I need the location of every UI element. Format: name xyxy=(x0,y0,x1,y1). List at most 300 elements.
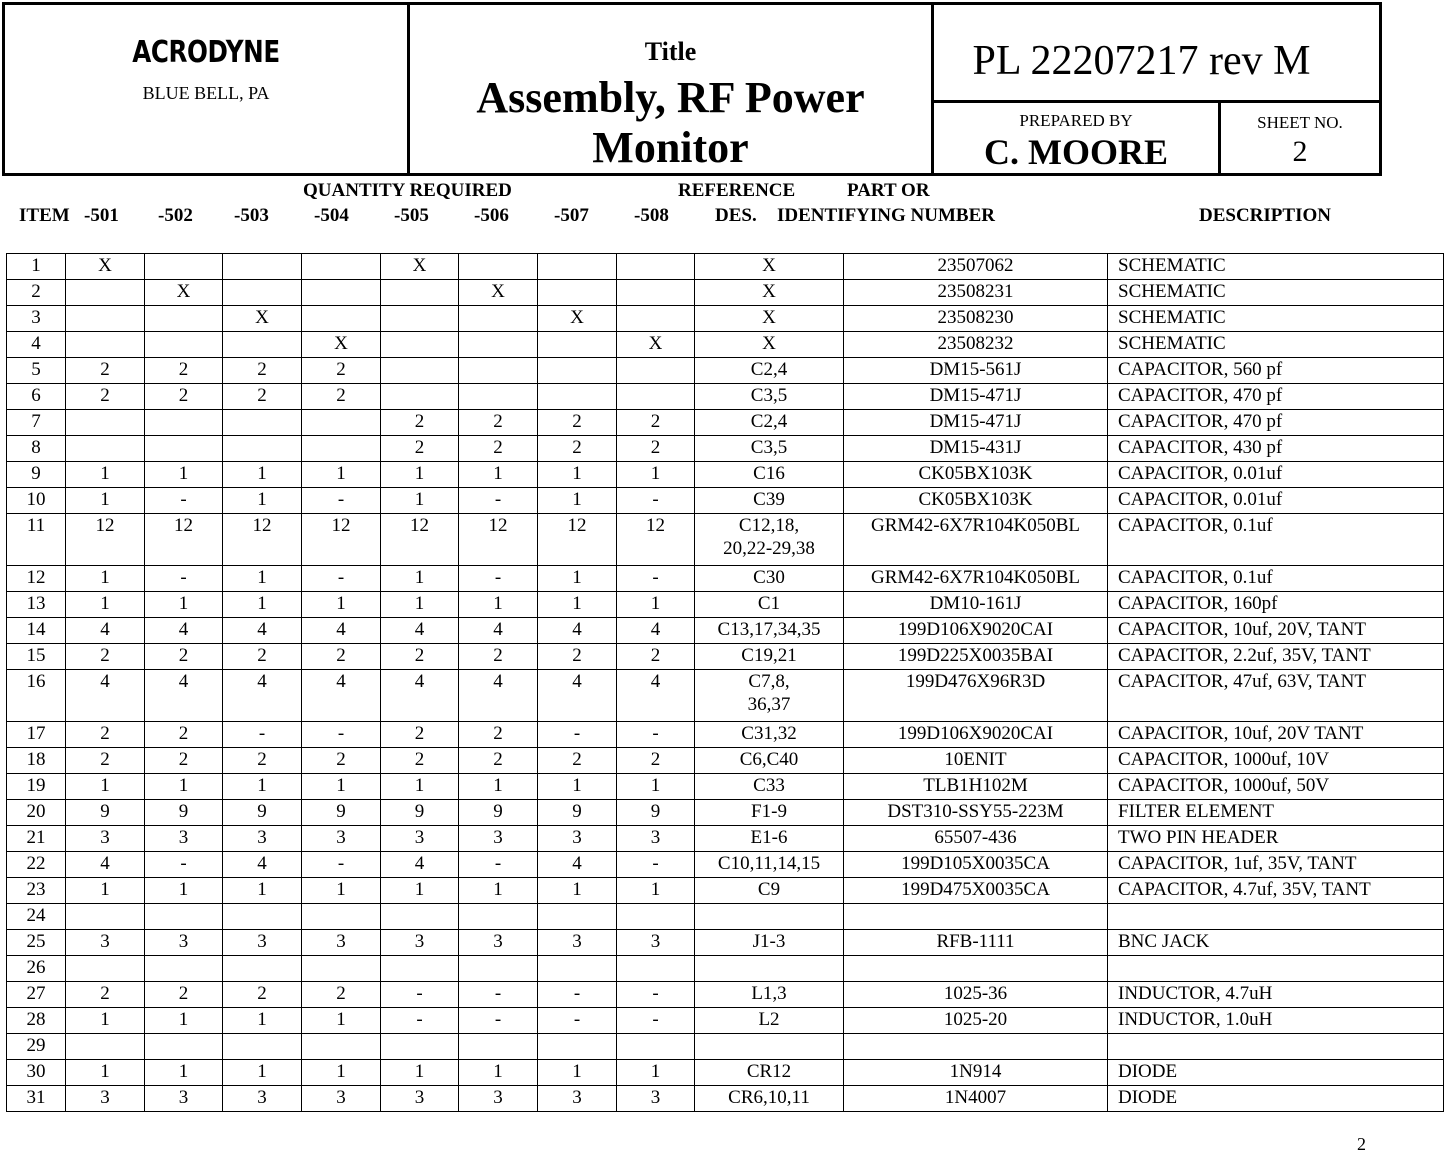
quantity-cell xyxy=(538,904,617,930)
quantity-cell xyxy=(381,280,459,306)
table-row xyxy=(7,1060,1444,1086)
quantity-cell: 3 xyxy=(223,826,302,852)
description-cell: SCHEMATIC xyxy=(1108,280,1444,306)
reference-designator-cell: CR6,10,11 xyxy=(695,1086,844,1112)
quantity-cell: 2 xyxy=(459,748,538,774)
item-cell: 26 xyxy=(7,956,66,982)
quantity-cell: - xyxy=(538,1008,617,1034)
item-cell: 24 xyxy=(7,904,66,930)
quantity-cell xyxy=(145,254,223,280)
table-row xyxy=(7,358,1444,384)
quantity-cell: 1 xyxy=(66,1008,145,1034)
quantity-cell xyxy=(381,306,459,332)
quantity-cell xyxy=(145,410,223,436)
quantity-cell: 3 xyxy=(459,930,538,956)
quantity-cell: 3 xyxy=(459,1086,538,1112)
quantity-cell: 9 xyxy=(302,800,381,826)
item-cell: 12 xyxy=(7,566,66,592)
quantity-cell: 4 xyxy=(538,618,617,644)
item-cell: 29 xyxy=(7,1034,66,1060)
quantity-cell: 1 xyxy=(223,592,302,618)
description-cell: FILTER ELEMENT xyxy=(1108,800,1444,826)
description-cell xyxy=(1108,1034,1444,1060)
quantity-cell: 1 xyxy=(223,774,302,800)
quantity-cell: 1 xyxy=(66,878,145,904)
quantity-cell xyxy=(302,306,381,332)
item-cell: 1 xyxy=(7,254,66,280)
quantity-cell: 2 xyxy=(145,722,223,748)
quantity-cell xyxy=(381,904,459,930)
quantity-cell: - xyxy=(459,852,538,878)
quantity-cell: 9 xyxy=(538,800,617,826)
reference-designator-cell: C30 xyxy=(695,566,844,592)
quantity-cell: - xyxy=(381,982,459,1008)
quantity-cell: 1 xyxy=(302,878,381,904)
quantity-cell xyxy=(223,254,302,280)
quantity-cell: 2 xyxy=(538,644,617,670)
quantity-cell: - xyxy=(145,566,223,592)
reference-designator-cell: X xyxy=(695,280,844,306)
table-row xyxy=(7,774,1444,800)
quantity-cell: 2 xyxy=(66,722,145,748)
quantity-cell: 3 xyxy=(223,1086,302,1112)
part-number-cell: 10ENIT xyxy=(844,748,1108,774)
quantity-cell xyxy=(145,956,223,982)
quantity-cell xyxy=(145,332,223,358)
quantity-cell: 1 xyxy=(66,462,145,488)
quantity-cell: 1 xyxy=(145,592,223,618)
quantity-cell xyxy=(459,384,538,410)
quantity-cell: 4 xyxy=(66,670,145,722)
description-cell: CAPACITOR, 430 pf xyxy=(1108,436,1444,462)
sheet-cell xyxy=(1221,103,1379,173)
description-cell: INDUCTOR, 1.0uH xyxy=(1108,1008,1444,1034)
reference-designator-cell: X xyxy=(695,332,844,358)
table-row xyxy=(7,280,1444,306)
quantity-cell: 1 xyxy=(459,462,538,488)
item-cell: 10 xyxy=(7,488,66,514)
quantity-cell: 3 xyxy=(145,1086,223,1112)
quantity-required-header: QUANTITY REQUIRED xyxy=(303,180,512,201)
parts-list-table xyxy=(6,253,1444,1112)
part-number-cell: GRM42-6X7R104K050BL xyxy=(844,514,1108,566)
quantity-cell: 1 xyxy=(381,488,459,514)
quantity-cell: 2 xyxy=(223,358,302,384)
quantity-cell: 4 xyxy=(223,618,302,644)
quantity-cell: 12 xyxy=(223,514,302,566)
quantity-cell: 2 xyxy=(223,982,302,1008)
quantity-cell: 1 xyxy=(617,1060,695,1086)
dash-504-header: -504 xyxy=(314,205,349,226)
quantity-cell: X xyxy=(538,306,617,332)
quantity-cell: 4 xyxy=(381,852,459,878)
item-cell: 25 xyxy=(7,930,66,956)
description-cell: CAPACITOR, 0.01uf xyxy=(1108,488,1444,514)
quantity-cell: 1 xyxy=(302,1060,381,1086)
item-cell: 8 xyxy=(7,436,66,462)
part-number-cell: 1025-36 xyxy=(844,982,1108,1008)
quantity-cell: 1 xyxy=(66,1060,145,1086)
quantity-cell: 2 xyxy=(538,748,617,774)
quantity-cell: - xyxy=(302,488,381,514)
quantity-cell xyxy=(459,956,538,982)
quantity-cell: 1 xyxy=(617,462,695,488)
item-cell: 30 xyxy=(7,1060,66,1086)
reference-designator-cell: C33 xyxy=(695,774,844,800)
quantity-cell: 3 xyxy=(381,930,459,956)
item-cell: 21 xyxy=(7,826,66,852)
quantity-cell: 1 xyxy=(302,774,381,800)
table-row xyxy=(7,722,1444,748)
table-row xyxy=(7,670,1444,722)
quantity-cell: 1 xyxy=(66,774,145,800)
quantity-cell: 2 xyxy=(223,748,302,774)
part-number-cell: 199D475X0035CA xyxy=(844,878,1108,904)
quantity-cell: 2 xyxy=(381,410,459,436)
part-number-cell: GRM42-6X7R104K050BL xyxy=(844,566,1108,592)
quantity-cell xyxy=(459,254,538,280)
quantity-cell: 9 xyxy=(459,800,538,826)
item-cell: 5 xyxy=(7,358,66,384)
quantity-cell: 2 xyxy=(459,722,538,748)
quantity-cell: 4 xyxy=(538,852,617,878)
quantity-cell xyxy=(66,306,145,332)
quantity-cell: 2 xyxy=(302,748,381,774)
description-cell: INDUCTOR, 4.7uH xyxy=(1108,982,1444,1008)
table-row xyxy=(7,436,1444,462)
description-cell: SCHEMATIC xyxy=(1108,332,1444,358)
dash-506-header: -506 xyxy=(474,205,509,226)
sheet-label: SHEET NO. xyxy=(1257,113,1343,132)
page-number: 2 xyxy=(1357,1134,1366,1154)
company-name: ACRODYNE xyxy=(132,35,280,70)
description-cell: CAPACITOR, 1000uf, 10V xyxy=(1108,748,1444,774)
quantity-cell xyxy=(538,280,617,306)
quantity-cell xyxy=(66,436,145,462)
dash-505-header: -505 xyxy=(394,205,429,226)
quantity-cell: 9 xyxy=(145,800,223,826)
quantity-cell: 4 xyxy=(223,670,302,722)
part-or-header: PART OR xyxy=(847,180,930,201)
table-row xyxy=(7,384,1444,410)
description-cell: CAPACITOR, 10uf, 20V TANT xyxy=(1108,722,1444,748)
quantity-cell xyxy=(223,332,302,358)
table-row xyxy=(7,852,1444,878)
quantity-cell: 3 xyxy=(66,930,145,956)
quantity-cell: 1 xyxy=(459,1060,538,1086)
quantity-cell: 9 xyxy=(223,800,302,826)
reference-designator-cell: C3,5 xyxy=(695,384,844,410)
item-cell: 20 xyxy=(7,800,66,826)
quantity-cell xyxy=(617,904,695,930)
quantity-cell: 3 xyxy=(538,930,617,956)
table-row xyxy=(7,800,1444,826)
quantity-cell: 9 xyxy=(617,800,695,826)
quantity-cell: X xyxy=(66,254,145,280)
quantity-cell: 2 xyxy=(302,358,381,384)
quantity-cell xyxy=(459,1034,538,1060)
quantity-cell: 1 xyxy=(381,566,459,592)
quantity-cell xyxy=(145,306,223,332)
part-number-cell: 65507-436 xyxy=(844,826,1108,852)
document-info-cell xyxy=(934,5,1379,173)
quantity-cell: 1 xyxy=(538,462,617,488)
quantity-cell xyxy=(223,410,302,436)
reference-header: REFERENCE xyxy=(678,180,796,201)
reference-designator-cell: C10,11,14,15 xyxy=(695,852,844,878)
quantity-cell: 2 xyxy=(145,358,223,384)
quantity-cell: - xyxy=(145,852,223,878)
description-cell: DIODE xyxy=(1108,1060,1444,1086)
quantity-cell: 1 xyxy=(538,488,617,514)
quantity-cell: 2 xyxy=(223,644,302,670)
sheet-number: 2 xyxy=(1292,135,1308,168)
reference-designator-cell: X xyxy=(695,254,844,280)
quantity-cell xyxy=(381,384,459,410)
part-number-cell: 1N4007 xyxy=(844,1086,1108,1112)
quantity-cell: - xyxy=(538,982,617,1008)
table-row xyxy=(7,878,1444,904)
description-cell: CAPACITOR, 470 pf xyxy=(1108,384,1444,410)
reference-designator-cell: C31,32 xyxy=(695,722,844,748)
item-cell: 6 xyxy=(7,384,66,410)
quantity-cell: 2 xyxy=(617,436,695,462)
quantity-cell xyxy=(538,956,617,982)
quantity-cell: 1 xyxy=(617,774,695,800)
quantity-cell: 1 xyxy=(538,592,617,618)
quantity-cell xyxy=(381,956,459,982)
item-cell: 19 xyxy=(7,774,66,800)
reference-designator-cell: C1 xyxy=(695,592,844,618)
reference-designator-cell: C3,5 xyxy=(695,436,844,462)
quantity-cell: 3 xyxy=(538,826,617,852)
quantity-cell: 1 xyxy=(223,878,302,904)
quantity-cell xyxy=(538,254,617,280)
quantity-cell: 3 xyxy=(145,826,223,852)
quantity-cell: X xyxy=(223,306,302,332)
reference-designator-cell: C2,4 xyxy=(695,410,844,436)
quantity-cell: 1 xyxy=(223,1060,302,1086)
quantity-cell xyxy=(302,1034,381,1060)
description-cell: TWO PIN HEADER xyxy=(1108,826,1444,852)
part-number-cell: DM15-431J xyxy=(844,436,1108,462)
item-cell: 7 xyxy=(7,410,66,436)
quantity-cell: 2 xyxy=(302,384,381,410)
quantity-cell: 1 xyxy=(538,1060,617,1086)
des-header: DES. xyxy=(715,205,757,226)
quantity-cell: 4 xyxy=(381,618,459,644)
quantity-cell: 2 xyxy=(145,384,223,410)
quantity-cell: - xyxy=(617,488,695,514)
quantity-cell: 3 xyxy=(66,1086,145,1112)
quantity-cell: 3 xyxy=(538,1086,617,1112)
quantity-cell: 3 xyxy=(617,930,695,956)
dash-501-header: -501 xyxy=(84,205,119,226)
reference-designator-cell xyxy=(695,1034,844,1060)
quantity-cell: 4 xyxy=(538,670,617,722)
reference-designator-cell: E1-6 xyxy=(695,826,844,852)
quantity-cell: 1 xyxy=(381,592,459,618)
quantity-cell xyxy=(381,358,459,384)
reference-designator-cell: C7,8, 36,37 xyxy=(695,670,844,722)
quantity-cell: 1 xyxy=(302,462,381,488)
quantity-cell: 3 xyxy=(302,826,381,852)
quantity-cell: 4 xyxy=(302,618,381,644)
quantity-cell: 2 xyxy=(381,722,459,748)
quantity-cell xyxy=(145,436,223,462)
quantity-cell: 1 xyxy=(302,592,381,618)
part-number-cell: 23508230 xyxy=(844,306,1108,332)
quantity-cell xyxy=(302,904,381,930)
description-cell: CAPACITOR, 470 pf xyxy=(1108,410,1444,436)
company-cell xyxy=(5,5,410,173)
quantity-cell xyxy=(145,1034,223,1060)
quantity-cell: - xyxy=(302,722,381,748)
quantity-cell xyxy=(459,332,538,358)
reference-designator-cell: C12,18, 20,22-29,38 xyxy=(695,514,844,566)
quantity-cell: 4 xyxy=(381,670,459,722)
table-row xyxy=(7,566,1444,592)
description-cell: CAPACITOR, 160pf xyxy=(1108,592,1444,618)
quantity-cell: 2 xyxy=(617,410,695,436)
quantity-cell: 1 xyxy=(223,566,302,592)
quantity-cell: 1 xyxy=(617,878,695,904)
table-row xyxy=(7,618,1444,644)
quantity-cell: 12 xyxy=(145,514,223,566)
quantity-cell: 2 xyxy=(459,436,538,462)
description-cell: SCHEMATIC xyxy=(1108,254,1444,280)
quantity-cell: 2 xyxy=(66,748,145,774)
item-cell: 9 xyxy=(7,462,66,488)
quantity-cell: 3 xyxy=(381,1086,459,1112)
quantity-cell: 1 xyxy=(459,878,538,904)
reference-designator-cell: X xyxy=(695,306,844,332)
quantity-cell: 2 xyxy=(538,410,617,436)
table-row xyxy=(7,982,1444,1008)
quantity-cell xyxy=(66,1034,145,1060)
quantity-cell xyxy=(302,436,381,462)
quantity-cell: 12 xyxy=(538,514,617,566)
quantity-cell: 2 xyxy=(66,358,145,384)
quantity-cell: 1 xyxy=(66,488,145,514)
item-cell: 23 xyxy=(7,878,66,904)
item-cell: 2 xyxy=(7,280,66,306)
quantity-cell: 1 xyxy=(223,1008,302,1034)
table-row xyxy=(7,254,1444,280)
description-cell: DIODE xyxy=(1108,1086,1444,1112)
part-number-cell: 23508231 xyxy=(844,280,1108,306)
dash-502-header: -502 xyxy=(158,205,193,226)
description-cell: CAPACITOR, 0.01uf xyxy=(1108,462,1444,488)
part-number-cell xyxy=(844,956,1108,982)
quantity-cell: 1 xyxy=(302,1008,381,1034)
quantity-cell: - xyxy=(223,722,302,748)
quantity-cell: 2 xyxy=(381,436,459,462)
title-block xyxy=(2,2,1382,176)
quantity-cell xyxy=(302,254,381,280)
part-number-cell: DM15-471J xyxy=(844,384,1108,410)
reference-designator-cell xyxy=(695,904,844,930)
description-cell: CAPACITOR, 0.1uf xyxy=(1108,566,1444,592)
item-cell: 16 xyxy=(7,670,66,722)
table-row xyxy=(7,488,1444,514)
quantity-cell: 1 xyxy=(66,592,145,618)
table-row xyxy=(7,410,1444,436)
reference-designator-cell: C16 xyxy=(695,462,844,488)
part-number-cell: 23507062 xyxy=(844,254,1108,280)
quantity-cell: 4 xyxy=(617,670,695,722)
quantity-cell: - xyxy=(617,982,695,1008)
quantity-cell xyxy=(223,280,302,306)
part-number-cell xyxy=(844,1034,1108,1060)
quantity-cell xyxy=(223,956,302,982)
quantity-cell xyxy=(538,332,617,358)
part-number-cell: RFB-1111 xyxy=(844,930,1108,956)
quantity-cell: 1 xyxy=(381,878,459,904)
description-cell: CAPACITOR, 1uf, 35V, TANT xyxy=(1108,852,1444,878)
quantity-cell xyxy=(617,254,695,280)
quantity-cell: 1 xyxy=(381,462,459,488)
quantity-cell: 3 xyxy=(66,826,145,852)
quantity-cell: 1 xyxy=(617,592,695,618)
reference-designator-cell: C9 xyxy=(695,878,844,904)
quantity-cell: - xyxy=(617,722,695,748)
quantity-cell: 4 xyxy=(145,670,223,722)
quantity-cell: 3 xyxy=(302,1086,381,1112)
quantity-cell xyxy=(459,904,538,930)
description-cell: CAPACITOR, 0.1uf xyxy=(1108,514,1444,566)
quantity-cell xyxy=(66,280,145,306)
quantity-cell: 12 xyxy=(66,514,145,566)
quantity-cell: - xyxy=(459,566,538,592)
part-number-cell: CK05BX103K xyxy=(844,488,1108,514)
title-label: Title xyxy=(644,37,697,66)
quantity-cell: 2 xyxy=(302,644,381,670)
quantity-cell xyxy=(617,358,695,384)
item-cell: 28 xyxy=(7,1008,66,1034)
part-number-cell: 1025-20 xyxy=(844,1008,1108,1034)
quantity-cell: 2 xyxy=(66,982,145,1008)
quantity-cell: 4 xyxy=(66,618,145,644)
quantity-cell: 1 xyxy=(145,878,223,904)
quantity-cell: 4 xyxy=(223,852,302,878)
dash-507-header: -507 xyxy=(554,205,589,226)
quantity-cell: 1 xyxy=(459,592,538,618)
quantity-cell: 2 xyxy=(459,644,538,670)
quantity-cell: 1 xyxy=(145,1008,223,1034)
quantity-cell: - xyxy=(617,566,695,592)
quantity-cell: 2 xyxy=(145,982,223,1008)
description-cell: CAPACITOR, 1000uf, 50V xyxy=(1108,774,1444,800)
part-number-cell: 199D106X9020CAI xyxy=(844,722,1108,748)
prepared-by-name: C. MOORE xyxy=(984,132,1168,172)
part-number-cell: DM10-161J xyxy=(844,592,1108,618)
quantity-cell: 1 xyxy=(145,462,223,488)
description-cell: CAPACITOR, 4.7uf, 35V, TANT xyxy=(1108,878,1444,904)
description-cell: CAPACITOR, 10uf, 20V, TANT xyxy=(1108,618,1444,644)
quantity-cell: 2 xyxy=(538,436,617,462)
quantity-cell: 2 xyxy=(66,384,145,410)
quantity-cell: 2 xyxy=(145,644,223,670)
quantity-cell: 1 xyxy=(381,1060,459,1086)
table-row xyxy=(7,930,1444,956)
quantity-cell: 4 xyxy=(66,852,145,878)
table-row xyxy=(7,904,1444,930)
table-row xyxy=(7,826,1444,852)
part-number-cell: TLB1H102M xyxy=(844,774,1108,800)
quantity-cell: 12 xyxy=(617,514,695,566)
table-row xyxy=(7,956,1444,982)
